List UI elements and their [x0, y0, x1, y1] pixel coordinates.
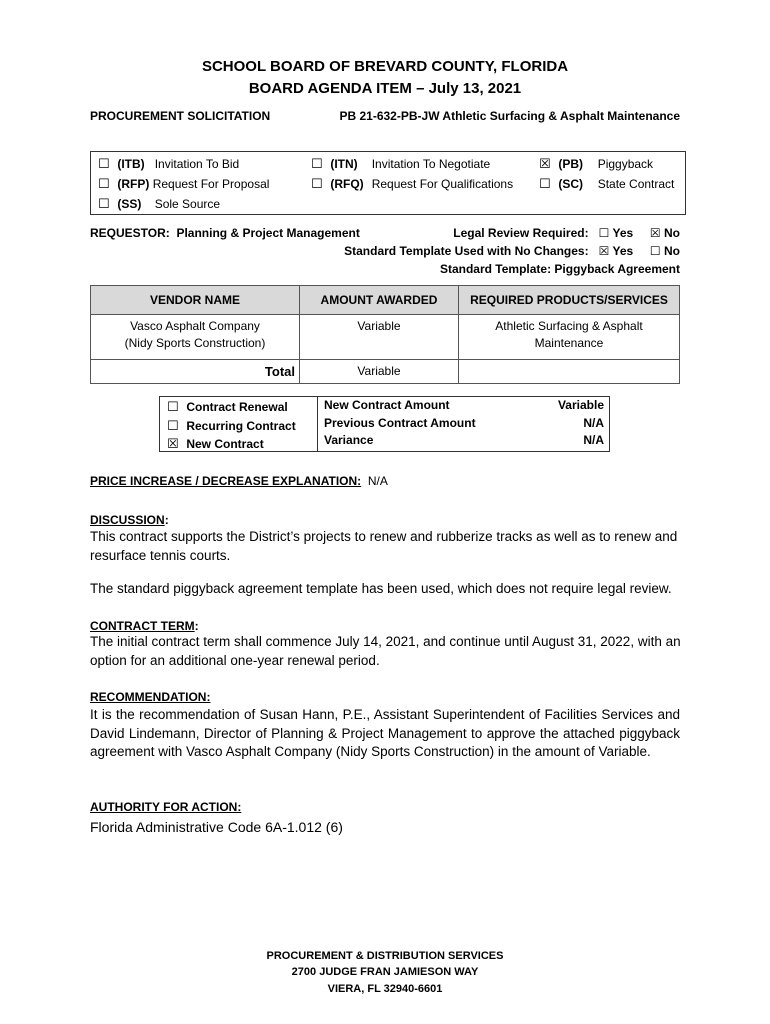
- checkbox-icon: ☐: [98, 196, 110, 211]
- solicitation-option-rfp: ☐ (RFP) Request For Proposal: [98, 176, 270, 191]
- amount-cell: Variable: [300, 315, 459, 360]
- checkbox-icon: ☐: [539, 176, 551, 191]
- recommendation-text: It is the recommendation of Susan Hann, P.E., Assistant Superintendent of Facilities Services and David Lindemann, Director of Planning & Project Management to approve the attached piggyback agreement with Vasco Asphalt Company (Nidy Sports Construction) in the amount of Variable.: [90, 707, 680, 759]
- contract-term-heading: CONTRACT TERM:: [90, 619, 199, 633]
- checked-checkbox-icon: ☒: [167, 436, 179, 451]
- solicitation-label: PROCUREMENT SOLICITATION: [90, 109, 271, 123]
- products-cell: Athletic Surfacing & Asphalt Maintenance: [459, 315, 680, 360]
- price-explanation: [90, 474, 388, 488]
- solicitation-value: PB 21-632-PB-JW Athletic Surfacing & Asphalt Maintenance: [339, 109, 680, 123]
- contract-term-text: The initial contract term shall commence July 14, 2021, and continue until August 31, 2022, with an option for an additional one-year renewal period.: [90, 634, 681, 668]
- solicitation-option-pb: ☒ (PB) Piggyback: [539, 156, 654, 171]
- footer-street: 2700 JUDGE FRAN JAMIESON WAY: [291, 966, 479, 978]
- discussion-paragraph-2: The standard piggyback agreement template has been used, which does not require legal review.: [90, 581, 672, 596]
- checkbox-icon: ☐: [649, 244, 661, 258]
- total-label: Total: [91, 360, 300, 384]
- column-header: AMOUNT AWARDED: [300, 286, 459, 315]
- checkbox-icon: ☐: [598, 226, 610, 240]
- solicitation-option-itb: ☐ (ITB) Invitation To Bid: [98, 156, 240, 171]
- document-title: SCHOOL BOARD OF BREVARD COUNTY, FLORIDA: [201, 58, 569, 75]
- price-explanation-label: PRICE INCREASE / DECREASE EXPLANATION:: [90, 474, 362, 488]
- table-header-row: [91, 286, 680, 315]
- vendor-name-cell: Vasco Asphalt Company (Nidy Sports Construction): [91, 315, 300, 360]
- contract-option-recurring: ☐ Recurring Contract: [167, 417, 296, 436]
- table-total-row: [91, 360, 680, 384]
- checked-checkbox-icon: ☒: [649, 226, 661, 240]
- authority-heading: AUTHORITY FOR ACTION:: [90, 800, 242, 814]
- total-amount: Variable: [300, 360, 459, 384]
- contract-option-new: ☒ New Contract: [167, 435, 296, 454]
- checked-checkbox-icon: ☒: [598, 244, 610, 258]
- previous-contract-amount-row: Previous Contract Amount N/A: [324, 415, 604, 430]
- discussion-heading: DISCUSSION:: [90, 513, 169, 527]
- solicitation-option-rfq: ☐ (RFQ) Request For Qualifications: [311, 176, 514, 191]
- requestor-label: REQUESTOR: Planning & Project Management: [90, 226, 360, 240]
- column-header: REQUIRED PRODUCTS/SERVICES: [459, 286, 680, 315]
- solicitation-option-sc: ☐ (SC) State Contract: [539, 176, 675, 191]
- footer-city: VIERA, FL 32940-6601: [327, 983, 443, 995]
- new-contract-amount-row: New Contract Amount Variable: [324, 398, 604, 412]
- solicitation-option-ss: ☐ (SS) Sole Source: [98, 196, 221, 211]
- checked-checkbox-icon: ☒: [539, 156, 551, 171]
- contract-type-list: [167, 398, 296, 454]
- checkbox-icon: ☐: [167, 417, 179, 433]
- recommendation-heading: RECOMMENDATION:: [90, 690, 211, 704]
- checkbox-icon: ☐: [98, 156, 110, 171]
- template-used-row: Standard Template Used with No Changes: ☒ Yes ☐ No: [344, 244, 680, 258]
- amounts-list: [324, 397, 604, 450]
- price-explanation-value: N/A: [367, 474, 388, 488]
- legal-review-row: Legal Review Required: ☐ Yes ☒ No: [453, 226, 680, 240]
- authority-text: Florida Administrative Code 6A-1.012 (6): [90, 819, 343, 835]
- variance-row: Variance N/A: [324, 433, 604, 447]
- contract-option-renewal: ☐ Contract Renewal: [167, 398, 296, 417]
- table-row: [91, 315, 680, 360]
- column-header: VENDOR NAME: [91, 286, 300, 315]
- checkbox-icon: ☐: [98, 176, 110, 191]
- agenda-item-title: BOARD AGENDA ITEM – July 13, 2021: [248, 80, 522, 97]
- discussion-paragraph-1: This contract supports the District’s projects to renew and rubberize tracks as well as to renew and resurface tennis courts.: [90, 529, 678, 563]
- solicitation-option-itn: ☐ (ITN) Invitation To Negotiate: [311, 156, 491, 171]
- standard-template-name: Standard Template: Piggyback Agreement: [439, 262, 680, 276]
- checkbox-icon: ☐: [311, 176, 323, 191]
- checkbox-icon: ☐: [311, 156, 323, 171]
- checkbox-icon: ☐: [167, 399, 179, 414]
- vendor-table: [90, 285, 680, 384]
- requestor-value: Planning & Project Management: [176, 226, 360, 240]
- footer-department: PROCUREMENT & DISTRIBUTION SERVICES: [266, 950, 504, 962]
